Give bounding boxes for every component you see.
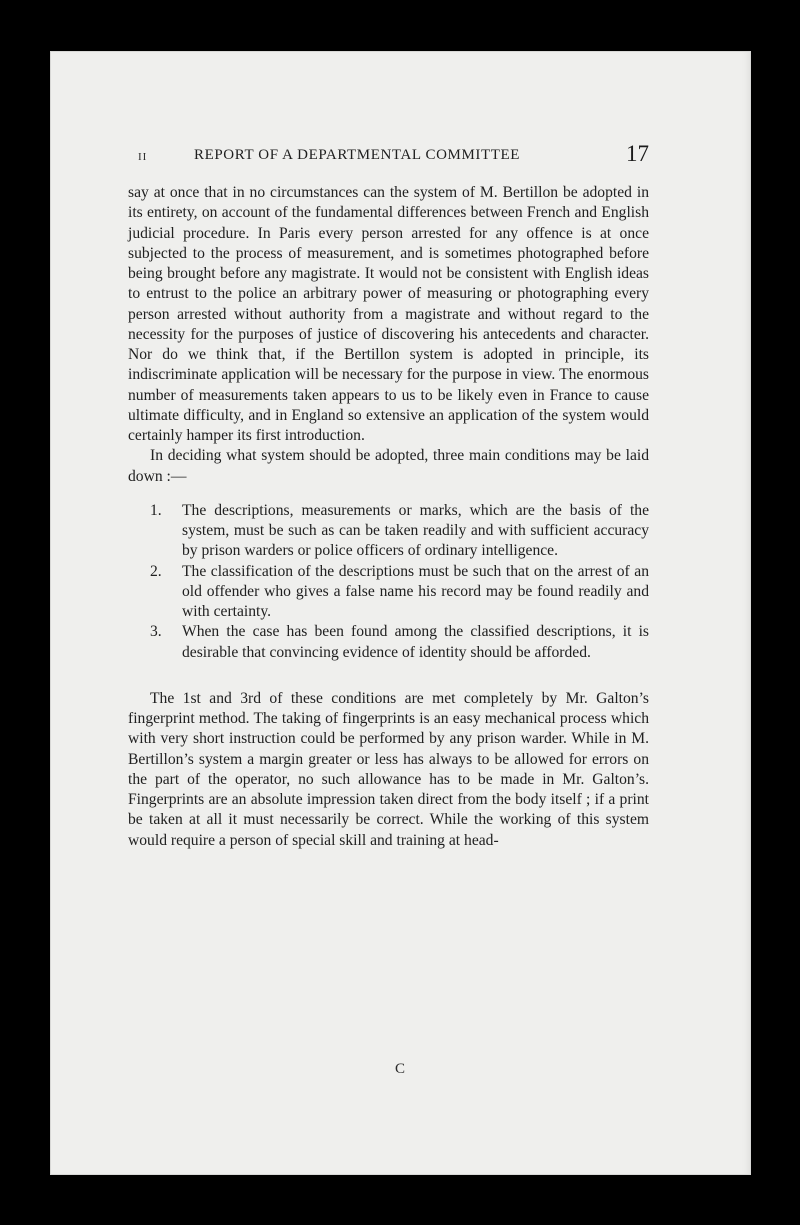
list-item (128, 622, 649, 663)
paragraph-continuation: say at once that in no circumstances can the system of M. Bertillon be adopted in its entirety, on account of the fundamental differences between French and English judicial procedure. In Paris every person arrested for any offence is at once subjected to the process of measurement, and is sometimes photographed before being brought before any magistrate. It would not be consistent with English ideas to entrust to the police an arbitrary power of measuring or photographing every person arrested without authority from a magistrate and without regard to the necessity for the purposes of justice of discovering his antecedents and character. Nor do we think that, if the Bertillon system is adopted in principle, its indiscriminate application will be necessary for the purpose in view. The enormous number of measurements taken appears to us to be likely even in France to cause ultimate difficulty, and in England so extensive an application of the system would certainly hamper its first introduction. (128, 184, 649, 444)
list-item-number: 2. (150, 562, 162, 580)
document-page (50, 51, 751, 1175)
conditions-list (128, 501, 649, 663)
list-item-text: The classification of the descriptions must be such that on the arrest of an old offender who gives a false name his record may be found readily and with certainty. (182, 562, 649, 620)
list-item-number: 1. (150, 501, 162, 519)
running-title: REPORT OF A DEPARTMENTAL COMMITTEE (194, 147, 521, 163)
page-header (138, 143, 649, 171)
list-item (128, 562, 649, 623)
list-item-number: 3. (150, 623, 162, 641)
section-numeral: II (138, 151, 148, 163)
signature-mark: C (394, 1061, 406, 1077)
paragraph-conditions-intro: In deciding what system should be adopted, three main conditions may be laid down :— (128, 447, 649, 485)
list-item-text: When the case has been found among the classified descriptions, it is desirable that convincing evidence of identity should be afforded. (182, 623, 649, 661)
paragraph-fingerprint-method: The 1st and 3rd of these conditions are met completely by Mr. Galton’s fingerprint method. The taking of fingerprints is an easy mechanical process which with very short instruction could be performed by any prison warder. While in M. Bertillon’s system a margin greater or less has always to be allowed for errors on the part of the operator, no such allowance has to be made in Mr. Galton’s. Fingerprints are an absolute impression taken direct from the body itself ; if a print be taken at all it must necessarily be correct. While the working of this system would require a person of special skill and training at head- (128, 689, 649, 849)
page-number: 17 (626, 141, 649, 166)
list-item (128, 501, 649, 562)
list-item-text: The descriptions, measurements or marks, which are the basis of the system, must be such as can be taken readily and with sufficient accuracy by prison warders or police officers of ordinary intelligence. (182, 501, 649, 560)
body-text (128, 183, 649, 851)
